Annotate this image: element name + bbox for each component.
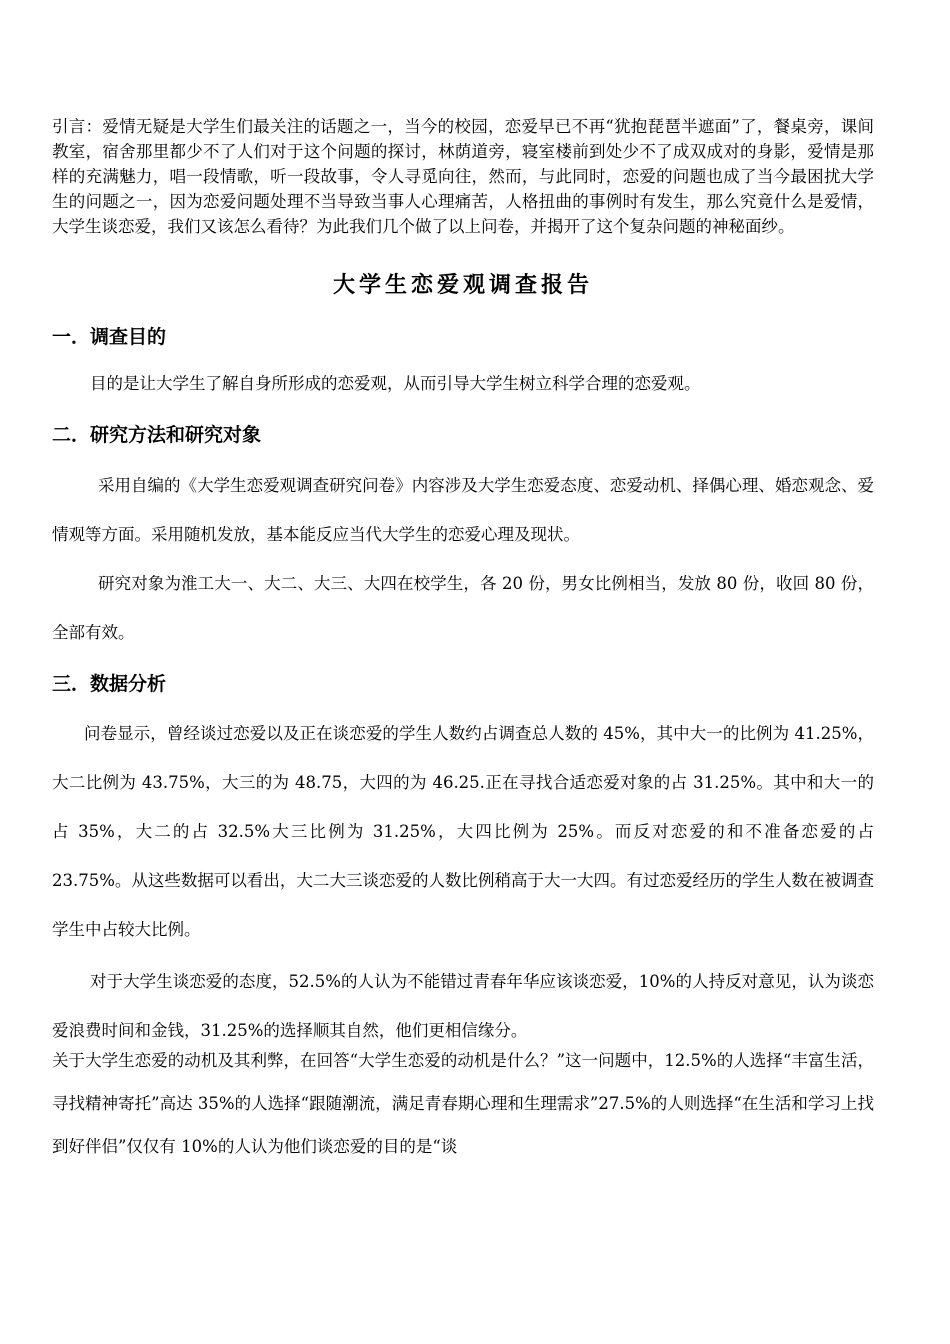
section-heading-purpose: 一．调查目的 [52,326,167,348]
analysis-paragraph-1: 问卷显示，曾经谈过恋爱以及正在谈恋爱的学生人数约占调查总人数的 45%，其中大一的比例为 41.25%，大二比例为 43.75%，大三的为 48.75，大四的为 46.25.正在寻找合适恋爱对象的占 31.25%。其中和大一的占 35%，大二的占 32.5%大三比例为 31.25%，大四比例为 25%。而反对恋爱的和不准备恋爱的占 23.75%。从这些数据可以看出，大二大三谈恋爱的人数比例稍高于大一大四。有过恋爱经历的学生人数在被调查学生中占较大比例。 [52,724,874,939]
intro-paragraph: 引言：爱情无疑是大学生们最关注的话题之一，当今的校园，恋爱早已不再“犹抱琵琶半遮面”了，餐桌旁，课间教室，宿舍那里都少不了人们对于这个问题的探讨，林荫道旁，寝室楼前到处少不了成双成对的身影，爱情是那样的充满魅力，唱一段情歌，听一段故事，令人寻觅向往，然而，与此同时，恋爱的问题也成了当今最困扰大学生的问题之一，因为恋爱问题处理不当导致当事人心理痛苦，人格扭曲的事例时有发生，那么究竟什么是爱情，大学生谈恋爱，我们又该怎么看待？为此我们几个做了以上问卷，并揭开了这个复杂问题的神秘面纱。 [52,117,874,236]
analysis-paragraph-2: 对于大学生谈恋爱的态度，52.5%的人认为不能错过青春年华应该谈恋爱，10%的人持反对意见，认为谈恋爱浪费时间和金钱，31.25%的选择顺其自然，他们更相信缘分。 [52,972,874,1040]
analysis-paragraph-3: 关于大学生恋爱的动机及其利弊，在回答“大学生恋爱的动机是什么？”这一问题中，12.5%的人选择“丰富生活，寻找精神寄托”高达 35%的人选择“跟随潮流，满足青春期心理和生理需求”27.5%的人则选择“在生活和学习上找到好伴侣”仅仅有 10%的人认为他们谈恋爱的目的是“谈 [52,1051,874,1156]
purpose-paragraph: 目的是让大学生了解自身所形成的恋爱观，从而引导大学生树立科学合理的恋爱观。 [90,374,701,393]
section-heading-method: 二．研究方法和研究对象 [52,424,262,446]
section-heading-analysis: 三．数据分析 [52,673,167,695]
report-title: 大学生恋爱观调查报告 [332,272,593,298]
subjects-paragraph: 研究对象为淮工大一、大二、大三、大四在校学生，各 20 份，男女比例相当，发放 80 份，收回 80 份，全部有效。 [52,574,874,642]
method-paragraph: 采用自编的《大学生恋爱观调查研究问卷》内容涉及大学生恋爱态度、恋爱动机、择偶心理、婚恋观念、爱情观等方面。采用随机发放，基本能反应当代大学生的恋爱心理及现状。 [52,476,874,544]
